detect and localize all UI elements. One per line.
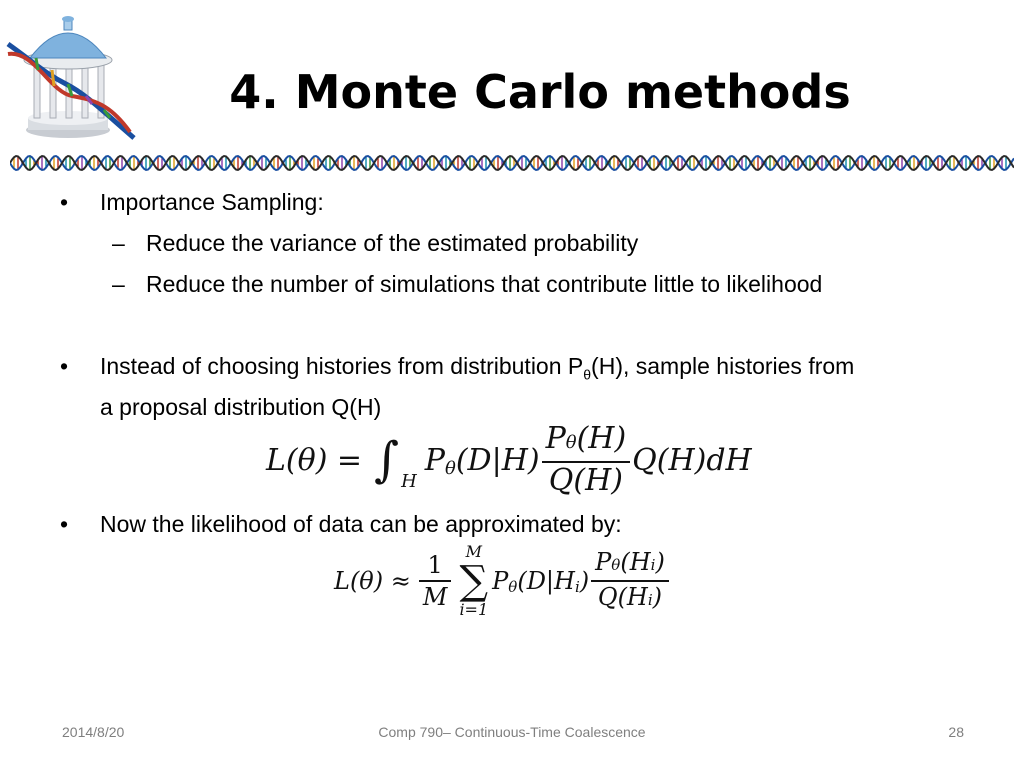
eq1-frac-num-args: (H) bbox=[576, 421, 627, 456]
eq1-fraction bbox=[542, 421, 631, 499]
eq2-frac2-den-sub: i bbox=[647, 591, 653, 609]
footer-date: 2014/8/20 bbox=[62, 724, 125, 740]
eq1-lhs: L(θ) = bbox=[266, 442, 363, 478]
bullet-text-after: (H), sample histories from bbox=[591, 353, 855, 379]
bullet-text-line2: a proposal distribution Q(H) bbox=[100, 393, 382, 420]
sub-bullet-text: Reduce the number of simulations that contribute little to likelihood bbox=[146, 271, 823, 297]
eq2-term-sub: θ bbox=[508, 578, 518, 596]
sub-bullet-variance bbox=[112, 227, 639, 259]
bullet-proposal-distribution bbox=[60, 350, 980, 423]
eq2-frac-num: 1 bbox=[419, 550, 452, 582]
eq2-fraction bbox=[591, 547, 669, 615]
bullet-text: Importance Sampling: bbox=[100, 189, 324, 215]
eq2-frac2-den-end: ) bbox=[652, 583, 663, 611]
eq2-one-over-m bbox=[419, 550, 452, 612]
bullet-approximation bbox=[60, 508, 622, 540]
summation bbox=[459, 544, 488, 618]
sub-bullet-text: Reduce the variance of the estimated probability bbox=[146, 230, 639, 256]
bullet-glyph: • bbox=[60, 189, 69, 215]
dash-glyph: – bbox=[112, 271, 125, 297]
bullet-glyph: • bbox=[60, 511, 69, 537]
footer-course: Comp 790– Continuous-Time Coalescence bbox=[378, 724, 646, 740]
eq1-tail: Q(H)dH bbox=[632, 442, 752, 478]
bullet-text-before: Instead of choosing histories from distribution P bbox=[100, 353, 584, 379]
eq2-lhs: L(θ) ≈ bbox=[334, 567, 411, 595]
slide-title: 4. Monte Carlo methods bbox=[229, 65, 851, 119]
likelihood-approximation-equation bbox=[334, 538, 669, 624]
sum-top: M bbox=[465, 542, 482, 561]
dash-glyph: – bbox=[112, 230, 125, 256]
bullet-text: Now the likelihood of data can be approximated by: bbox=[100, 511, 622, 537]
old-well-dna-logo-icon bbox=[6, 14, 138, 142]
integral-subscript: H bbox=[401, 471, 417, 492]
eq1-term-args: (D|H) bbox=[455, 442, 540, 478]
eq2-frac2-num-args-end: ) bbox=[655, 548, 665, 576]
eq2-frac2-num-sub: θ bbox=[611, 556, 621, 574]
bullet-importance-sampling bbox=[60, 186, 324, 218]
eq2-frac2-num: P bbox=[595, 548, 612, 576]
sum-bottom: i=1 bbox=[459, 600, 489, 619]
eq2-frac-den: M bbox=[422, 583, 448, 611]
eq2-term-args: (D|H bbox=[517, 567, 575, 595]
eq1-term: P bbox=[424, 442, 445, 478]
eq2-term-args-end: ) bbox=[579, 567, 590, 595]
eq2-term: P bbox=[492, 567, 509, 595]
bullet-glyph: • bbox=[60, 353, 69, 379]
eq1-frac-num: P bbox=[545, 421, 566, 456]
sum-sign: ∑ bbox=[459, 558, 489, 604]
integral-sign: ∫ bbox=[374, 432, 400, 488]
eq2-frac2-num-args-sub: i bbox=[650, 556, 656, 574]
dna-helix-band-icon bbox=[10, 152, 1014, 174]
sub-bullet-simulations bbox=[112, 268, 823, 300]
footer-page-number: 28 bbox=[948, 724, 964, 740]
eq1-term-sub: θ bbox=[444, 457, 456, 479]
bullet-text-subscript: θ bbox=[583, 366, 592, 383]
eq2-term-args-sub: i bbox=[574, 578, 580, 596]
eq1-frac-den: Q(H) bbox=[548, 463, 623, 498]
likelihood-integral-equation bbox=[266, 420, 752, 500]
eq1-frac-num-sub: θ bbox=[565, 432, 577, 453]
eq2-frac2-num-args: (H bbox=[620, 548, 651, 576]
eq2-frac2-den: Q(H bbox=[597, 583, 648, 611]
